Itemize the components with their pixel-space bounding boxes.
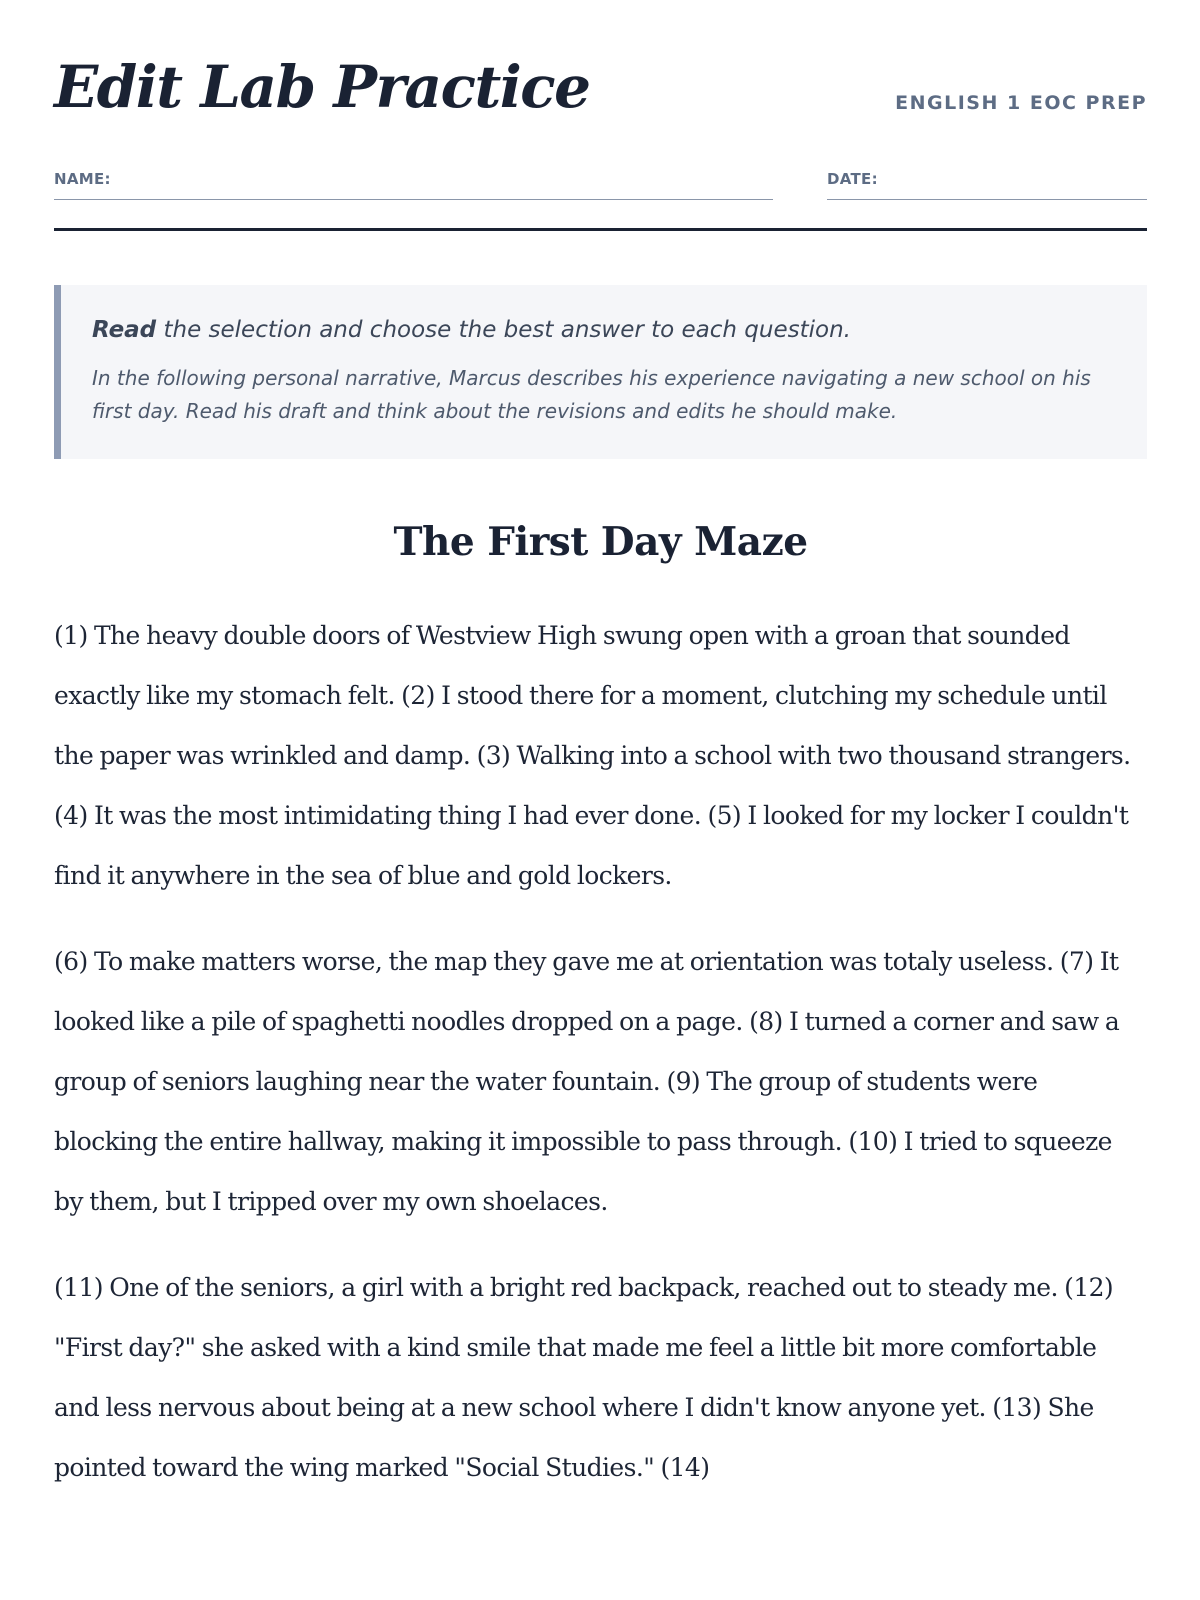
passage-paragraph: (1) The heavy double doors of Westview High swung open with a groan that sounded exactly like my stomach felt. (2) I stood there for a moment, clutching my schedule until the paper was wrinkled and damp. (3) Walking into a school with two thousand strangers. (4) It was the most intimidating thing I had ever done. (5) I looked for my locker I couldn't find it anywhere in the sea of blue and gold lockers. (54, 621, 1131, 890)
instructions-box (54, 285, 1147, 459)
instructions-intro: In the following personal narrative, Marcus describes his experience navigating a new school on his first day. Read his draft and think about the revisions and edits he should make. (92, 366, 1091, 423)
passage-paragraph: (6) To make matters worse, the map they gave me at orientation was totaly useless. (7) It looked like a pile of spaghetti noodles dropped on a page. (8) I turned a corner and saw a group of seniors laughing near the water fountain. (9) The group of students were blocking the entire hallway, making it impossible to pass through. (10) I tried to squeeze by them, but I tripped over my own shoelaces. (54, 947, 1120, 1216)
story-passage (54, 606, 1147, 1524)
instructions-read-word: Read (92, 317, 157, 343)
student-info-fields (54, 170, 1147, 202)
passage-paragraph: (11) One of the seniors, a girl with a bright red backpack, reached out to steady me. (12) "First day?" she asked with a kind smile that made me feel a little bit more comfortable and less nervous about being at a new school where I didn't know anyone yet. (13) She pointed toward the wing marked "Social Studies." (14) (54, 1273, 1114, 1482)
page-title: Edit Lab Practice (54, 53, 590, 121)
course-label: ENGLISH 1 EOC PREP (895, 92, 1147, 114)
instructions-main (92, 315, 1113, 345)
date-label: DATE: (827, 170, 878, 188)
name-label: NAME: (54, 170, 111, 188)
header-divider (54, 228, 1147, 231)
instructions-main-text: the selection and choose the best answer to each question. (156, 317, 851, 343)
name-field[interactable] (54, 170, 773, 200)
worksheet-header (54, 0, 1147, 140)
story-title: The First Day Maze (393, 519, 808, 565)
date-field[interactable] (827, 170, 1147, 200)
worksheet-page (54, 0, 1147, 1482)
